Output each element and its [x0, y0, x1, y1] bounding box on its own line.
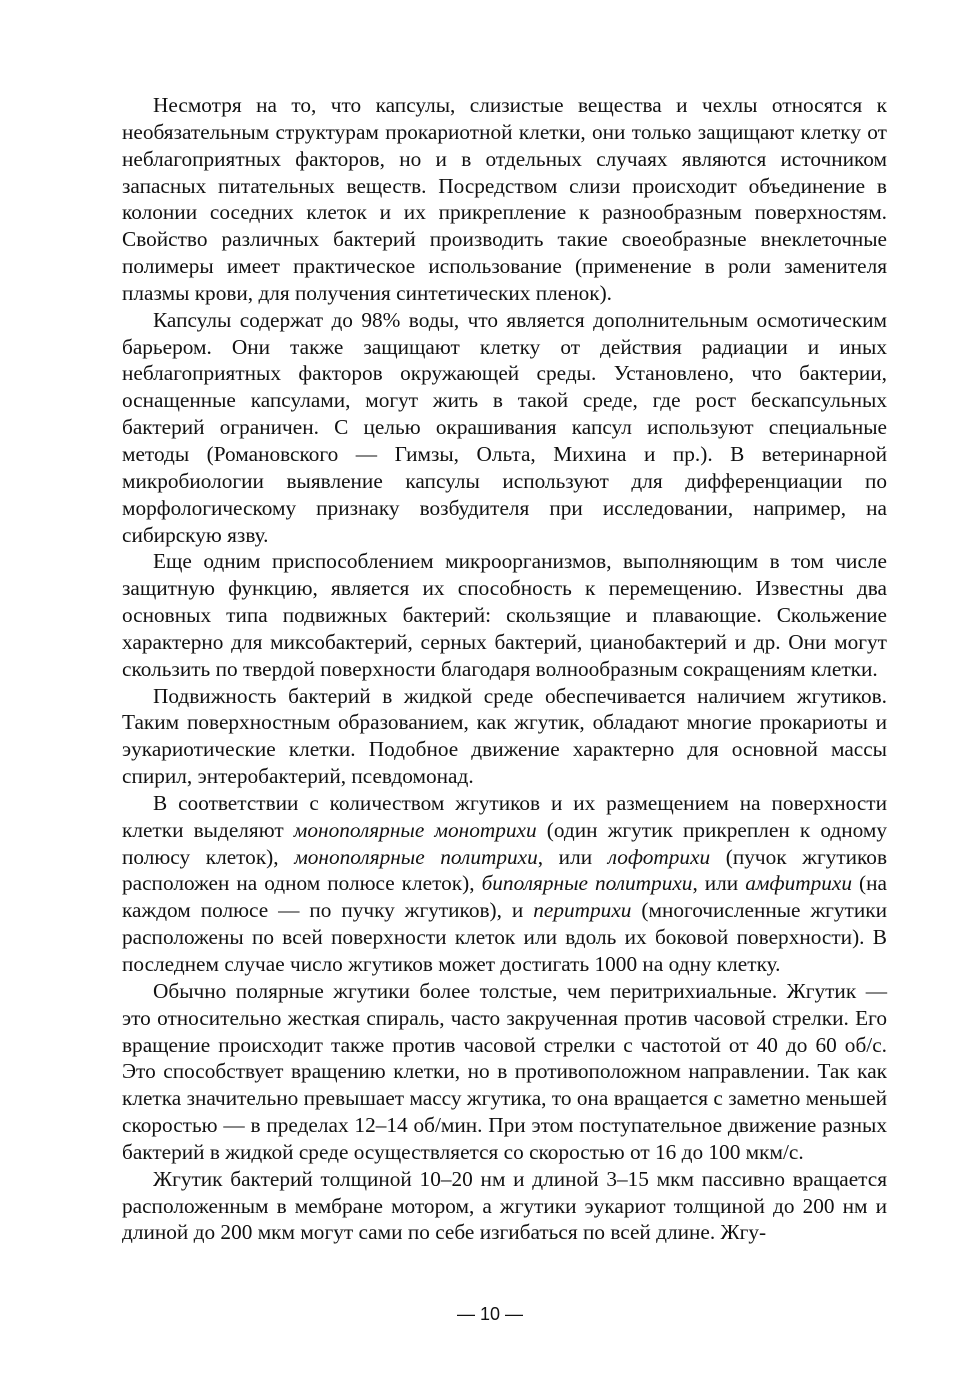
text-run: Еще одним приспособлением микроорганизмов, выполняющим в том числе защитную функцию, является их способность к перемещению. Известны два основных типа подвижных бактерий: скользящие и плавающие. Скольжение характерно для миксобактерий, серных бактерий, цианобактерий и др. Они могут скользить по твердой поверхности благодаря волнообразным сокращениям клетки. — [122, 549, 887, 681]
text-run: Капсулы содержат до 98% воды, что является дополнительным осмотическим барьером. Они также защищают клетку от действия радиации и иных неблагоприятных факторов окружающей среды. Установлено, что бактерии, оснащенные капсулами, могут жить в такой среде, где рост бескапсульных бактерий ограничен. С целью окрашивания капсул используют специальные методы (Романовского — Гимзы, Ольта, Михина и пр.). В ветеринарной микробиологии выявление капсулы используют для дифференциации по морфологическому признаку возбудителя при исследовании, например, на сибирскую язву. — [122, 307, 887, 547]
paragraph — [122, 92, 887, 307]
text-run: В соответствии с количеством жгутиков и их размещением на поверхности клетки выделяют — [122, 790, 887, 842]
page-number: — 10 — — [456, 1304, 524, 1324]
text-run: Жгутик бактерий толщиной 10–20 нм и длиной 3–15 мкм пассивно вращается расположенным в мембране мотором, а жгутики эукариот толщиной до 200 нм и длиной до 200 мкм могут сами по себе изгибаться по всей длине. Жгу- — [122, 1166, 887, 1245]
text-run: (один жгутик прикреплен к одному полюсу клеток), — [122, 817, 888, 869]
body-text — [122, 92, 887, 1246]
text-run: Обычно полярные жгутики более толстые, чем перитрихиальные. Жгутик — это относительно жесткая спираль, часто закрученная против часовой стрелки. Его вращение происходит также против часовой стрелки с частотой от 40 до 60 об/с. Это способствует вращению клетки, но в противоположном направлении. Так как клетка значительно превышает массу жгутика, то она вращается с заметно меньшей скоростью — в пределах 12–14 об/мин. При этом поступательное движение разных бактерий в жидкой среде осуществляется со скоростью от 16 до 100 мкм/с. — [122, 978, 887, 1164]
text-run: (на каждом полюсе — по пучку жгутиков), и — [122, 871, 887, 923]
italic-term: монополярные монотрихи — [293, 817, 537, 842]
text-run: (многочисленные жгутики расположены по всей поверхности клеток или вдоль их боковой поверхности). В последнем случае число жгутиков может достигать 1000 на одну клетку. — [122, 898, 887, 976]
paragraph — [122, 548, 887, 682]
italic-term: амфитрихи — [745, 871, 853, 896]
paragraph — [122, 307, 887, 549]
italic-term: перитрихи — [533, 898, 632, 923]
italic-term: лофотрихи — [607, 844, 711, 869]
text-run: , или — [537, 844, 608, 869]
text-run: Несмотря на то, что капсулы, слизистые вещества и чехлы относятся к необязательным структурам прокариотной клетки, они только защищают клетку от неблагоприятных факторов, но и в отдельных случаях являются источником запасных питательных веществ. Посредством слизи происходит объединение в колонии соседних клеток и их прикрепление к разнообразным поверхностям. Свойство различных бактерий производить такие своеобразные внеклеточные полимеры имеет практическое использование (применение в роли заменителя плазмы крови, для получения синтетических пленок). — [122, 93, 887, 305]
paragraph — [122, 790, 887, 978]
paragraph — [122, 1166, 887, 1247]
paragraph — [122, 978, 887, 1166]
italic-term: биполярные политрихи — [481, 871, 693, 896]
text-run: (пучок жгутиков расположен на одном полюсе клеток), — [122, 844, 887, 896]
text-run: , или — [692, 871, 746, 896]
text-run: Подвижность бактерий в жидкой среде обеспечивается наличием жгутиков. Таким поверхностным образованием, как жгутик, обладают многие прокариоты и эукариотические клетки. Подобное движение характерно для основной массы спирил, энтеробактерий, псевдомонад. — [122, 683, 887, 789]
paragraph — [122, 683, 887, 790]
italic-term: монополярные политрихи — [294, 844, 538, 869]
